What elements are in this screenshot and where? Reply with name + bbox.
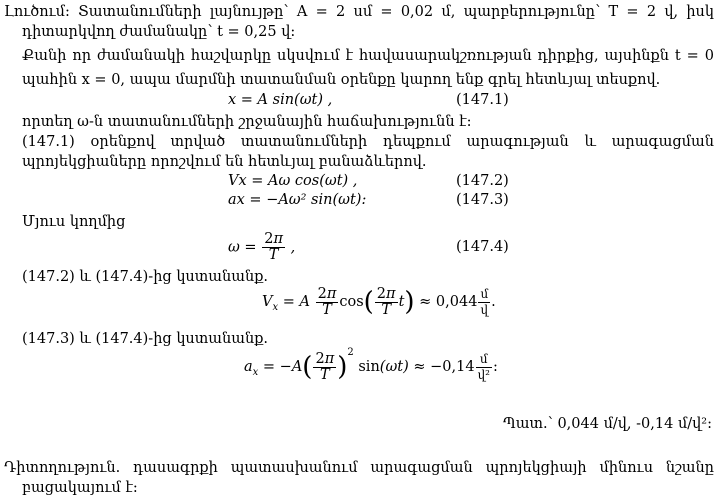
equation-147-1: x = A sin(ωt) , [228,92,333,108]
omega-definition-text: որտեղ ω-ն տատանումների շրջանային հաճախությունն է: [22,114,472,130]
other-side-text: Մյուս կողմից [22,214,126,230]
velocity-unit-numerator: մ [480,286,489,301]
answer-line: Պատ.՝ 0,044 մ/վ, -0,14 մ/վ²: [503,416,712,432]
problem-given-line-2: դիտարկվող ժամանակը՝ t = 0,25 վ: [22,24,296,40]
problem-given-line-1: Լուծում: Տատանումների լայնույթը՝ A = 2 սմ = 0,02 մ, պարբերությունը՝ T = 2 վ, իսկ [4,4,714,20]
equation-number-147-2: (147.2) [456,173,509,189]
equation-147-2: Vx = Aω cos(ωt) , [228,173,358,189]
equation-number-147-4: (147.4) [456,239,509,255]
acceleration-result-equation: $a_x = -A$( $\frac{2\pi}{T}$ )$^2$ sin(ωt) ≈ −0,14 $\frac{\text{մ}}{\text{վ²}}$ : [244,347,498,383]
note-line-1: Դիտողություն. դասագրքի պատասխանում արագացման պրոյեկցիայի մինուս նշանը [4,460,714,476]
solution-line-2: պահին x = 0, ապա մարմնի տատանման օրենքը կարող ենք գրել հետևյալ տեսքով. [22,72,661,88]
acceleration-unit-denominator: վ² [477,367,490,382]
derive-acceleration-text: (147.3) և (147.4)-ից կստանանք. [22,331,269,347]
acceleration-unit-numerator: մ [476,352,492,368]
note-line-2: բացակայում է: [22,480,138,496]
velocity-result-equation: $V_x = A$ $\frac{2\pi}{T}$ cos( $\frac{2\pi}{T}$ t) ≈ 0,044 $\frac{\text{մ}}{\text{վ}}$ . [262,285,496,318]
projection-intro-line-2: պրոյեկցիաները որոշվում են հետևյալ բանաձևերով. [22,154,427,170]
equation-number-147-3: (147.3) [456,192,509,208]
equation-147-3: ax = −Aω² sin(ωt): [228,192,367,208]
acceleration-result-value: ≈ −0,14 [413,359,475,375]
derive-velocity-text: (147.2) և (147.4)-ից կստանանք. [22,269,269,285]
velocity-unit-denominator: վ [480,302,489,317]
projection-intro-line-1: (147.1) օրենքով տրված տատանումների դեպքում արագության և արագացման [22,134,714,150]
velocity-result-value: ≈ 0,044 [419,294,478,310]
equation-number-147-1: (147.1) [456,92,509,108]
equation-147-4: ω = $\frac{2\pi}{T}$ , [228,231,296,263]
solution-line-1: Քանի որ ժամանակի հաշվարկը սկսվում է հավասարակշռության դիրքից, այսինքն t = 0 [22,48,714,64]
